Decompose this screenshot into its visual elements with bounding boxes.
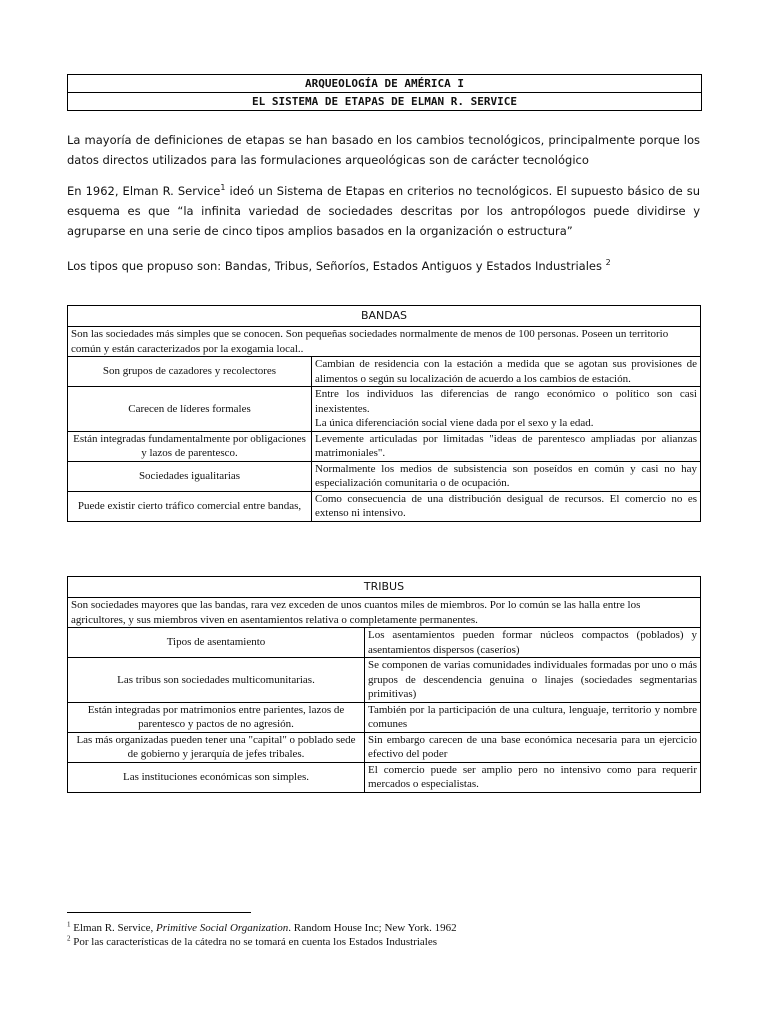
table-row — [68, 762, 701, 792]
bandas-row-1-left: Son grupos de cazadores y recolectores — [68, 357, 312, 387]
footnote-ref-1: 1 — [220, 183, 226, 193]
tribus-row-4-left: Las más organizadas pueden tener una "capital" o poblado sede de gobierno y jerarquía de jefes tribales. — [68, 732, 365, 762]
footnote-1-number: 1 — [67, 920, 71, 929]
document-subtitle: EL SISTEMA DE ETAPAS DE ELMAN R. SERVICE — [68, 92, 701, 110]
bandas-row-1-right: Cambian de residencia con la estación a medida que se agotan sus provisiones de alimentos o según su localización de acuerdo a los cambios de estación. — [312, 357, 701, 387]
table-row — [68, 658, 701, 703]
tribus-row-3-left: Están integradas por matrimonios entre parientes, lazos de parentesco y pactos de no agresión. — [68, 702, 365, 732]
footnote-divider — [67, 912, 251, 913]
footnote-ref-2: 2 — [605, 258, 611, 268]
footnote-1-author: Elman R. Service, — [70, 922, 157, 934]
bandas-row-4-left: Sociedades igualitarias — [68, 461, 312, 491]
bandas-table — [67, 305, 701, 522]
footnote-2 — [67, 935, 437, 949]
intro-paragraph-3-text: Los tipos que propuso son: Bandas, Tribus, Señoríos, Estados Antiguos y Estados Industriales — [67, 259, 606, 273]
footnote-2-number: 2 — [67, 934, 71, 943]
tribus-intro: Son sociedades mayores que las bandas, rara vez exceden de unos cuantos miles de miembros. Por lo común se las halla entre los agricultores, y sus miembros viven en asentamientos relativa o completamente permanentes. — [68, 598, 701, 628]
tribus-row-3-right: También por la participación de una cultura, lenguaje, territorio y nombre comunes — [365, 702, 701, 732]
bandas-intro: Son las sociedades más simples que se conocen. Son pequeñas sociedades normalmente de menos de 100 personas. Poseen un territorio común y están caracterizados por la exogamia local.. — [68, 327, 701, 357]
tribus-row-1-left: Tipos de asentamiento — [68, 628, 365, 658]
table-row — [68, 461, 701, 491]
table-row — [68, 491, 701, 521]
table-row — [68, 628, 701, 658]
tribus-table — [67, 576, 701, 793]
tribus-row-5-left: Las instituciones económicas son simples. — [68, 762, 365, 792]
table-row — [68, 357, 701, 387]
tribus-row-2-left: Las tribus son sociedades multicomunitarias. — [68, 658, 365, 703]
intro-paragraph-2-rest: ideó un Sistema de Etapas en criterios no tecnológicos. El supuesto básico de su esquema es que “la infinita variedad de sociedades descritas por los antropólogos puede dividirse y agruparse en una serie de cinco tipos amplios basados en la organización o estructura” — [67, 184, 700, 238]
bandas-row-3-right: Levemente articuladas por limitadas "ideas de parentesco ampliadas por alianzas matrimoniales". — [312, 431, 701, 461]
table-row — [68, 387, 701, 432]
tribus-row-4-right: Sin embargo carecen de una base económica necesaria para un ejercicio efectivo del poder — [365, 732, 701, 762]
bandas-row-4-right: Normalmente los medios de subsistencia son poseídos en común y casi no hay especialización comunitaria o de ocupación. — [312, 461, 701, 491]
footnote-2-text: Por las características de la cátedra no se tomará en cuenta los Estados Industriales — [70, 936, 438, 948]
intro-paragraph-2-start: En 1962, Elman R. Service — [67, 184, 221, 198]
tribus-title: TRIBUS — [68, 577, 701, 598]
footnote-1 — [67, 921, 457, 935]
bandas-row-3-left: Están integradas fundamentalmente por obligaciones y lazos de parentesco. — [68, 431, 312, 461]
document-header — [67, 74, 702, 111]
table-row — [68, 431, 701, 461]
footnote-1-book-title: Primitive Social Organization — [156, 922, 289, 934]
table-row — [68, 732, 701, 762]
footnote-1-publisher: . Random House Inc; New York. 1962 — [288, 922, 457, 934]
document-title: ARQUEOLOGÍA DE AMÉRICA I — [305, 77, 464, 90]
intro-paragraph-2 — [67, 181, 700, 241]
bandas-row-5-right: Como consecuencia de una distribución desigual de recursos. El comercio no es extenso ni intensivo. — [312, 491, 701, 521]
bandas-row-5-left: Puede existir cierto tráfico comercial entre bandas, — [68, 491, 312, 521]
bandas-row-2-right: Entre los individuos las diferencias de rango económico o político son casi inexistentes. La única diferenciación social viene dada por el sexo y la edad. — [312, 387, 701, 432]
table-row — [68, 702, 701, 732]
tribus-row-5-right: El comercio puede ser amplio pero no intensivo como para requerir mercados o especialistas. — [365, 762, 701, 792]
tribus-row-2-right: Se componen de varias comunidades individuales formadas por uno o más grupos de descendencia genuina o linajes (sociedades segmentarias primitivas) — [365, 658, 701, 703]
bandas-title: BANDAS — [68, 306, 701, 327]
intro-paragraph-3 — [67, 256, 700, 276]
tribus-row-1-right: Los asentamientos pueden formar núcleos compactos (poblados) y asentamientos dispersos (caseríos) — [365, 628, 701, 658]
bandas-row-2-left: Carecen de líderes formales — [68, 387, 312, 432]
intro-paragraph-1: La mayoría de definiciones de etapas se han basado en los cambios tecnológicos, principalmente porque los datos directos utilizados para las formulaciones arqueológicas son de carácter tecnológico — [67, 133, 700, 167]
